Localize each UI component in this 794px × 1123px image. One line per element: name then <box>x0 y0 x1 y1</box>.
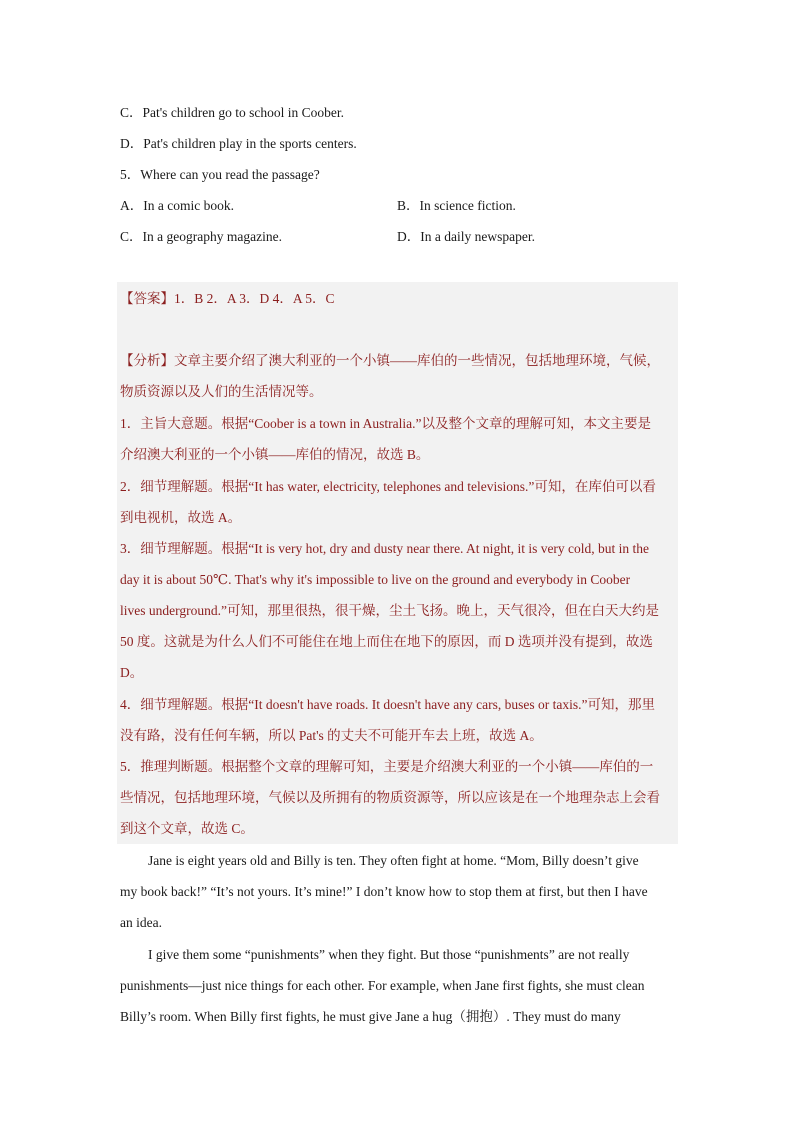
analysis-4b: 没有路，没有任何车辆，所以 Pat's 的丈夫不可能开车去上班，故选 A。 <box>120 728 543 743</box>
analysis-2a: 2．细节理解题。根据“It has water, electricity, telephones and televisions.”可知，在库伯可以看 <box>120 479 656 494</box>
answer-line <box>120 290 335 308</box>
analysis-4a: 4．细节理解题。根据“It doesn't have roads. It doesn't have any cars, buses or taxis.”可知，那里 <box>120 697 656 712</box>
analysis-1b: 介绍澳大利亚的一个小镇——库伯的情况，故选 B。 <box>120 447 430 462</box>
analysis-2b: 到电视机，故选 A。 <box>120 510 242 525</box>
option-q5-a: A．In a comic book. <box>120 198 234 213</box>
passage-p1-line3: an idea. <box>120 915 162 930</box>
analysis-3d: 50 度。这就是为什么人们不可能住在地上而住在地下的原因，而 D 选项并没有提到，故选 <box>120 634 653 649</box>
option-q5-d: D．In a daily newspaper. <box>397 229 535 244</box>
analysis-3e: D。 <box>120 665 144 680</box>
passage-p1-line1: Jane is eight years old and Billy is ten. They often fight at home. “Mom, Billy doesn’t give <box>148 853 639 868</box>
option-q4-c: C．Pat's children go to school in Coober. <box>120 105 345 120</box>
passage-p2-line3: Billy’s room. When Billy first fights, he must give Jane a hug（拥抱）. They must do many <box>120 1009 621 1024</box>
analysis-5a: 5．推理判断题。根据整个文章的理解可知，主要是介绍澳大利亚的一个小镇——库伯的一 <box>120 759 654 774</box>
analysis-intro-1 <box>120 352 660 370</box>
option-q4-d: D．Pat's children play in the sports centers. <box>120 136 357 151</box>
answer-label: 【答案】 <box>120 291 174 306</box>
passage-p2-line1: I give them some “punishments” when they fight. But those “punishments” are not really <box>148 947 630 962</box>
passage-p1-line2: my book back!” “It’s not yours. It’s mine!” I don’t know how to stop them at first, but then I have <box>120 884 648 899</box>
analysis-3a: 3．细节理解题。根据“It is very hot, dry and dusty near there. At night, it is very cold, but in the <box>120 541 650 556</box>
answer-text: 1．B 2．A 3．D 4．A 5．C <box>174 291 335 306</box>
analysis-3b: day it is about 50℃. That's why it's impossible to live on the ground and everybody in Coober <box>120 572 631 587</box>
analysis-5b: 些情况，包括地理环境，气候以及所拥有的物质资源等，所以应该是在一个地理杂志上会看 <box>120 790 660 805</box>
analysis-5c: 到这个文章，故选 C。 <box>120 821 254 836</box>
analysis-1a: 1．主旨大意题。根据“Coober is a town in Australia.”以及整个文章的理解可知，本文主要是 <box>120 416 651 431</box>
question-5-stem: 5．Where can you read the passage? <box>120 167 320 182</box>
analysis-intro-2: 物质资源以及人们的生活情况等。 <box>120 384 323 399</box>
analysis-label: 【分析】 <box>120 353 174 368</box>
option-q5-c: C．In a geography magazine. <box>120 229 282 244</box>
analysis-intro-text: 文章主要介绍了澳大利亚的一个小镇——库伯的一些情况，包括地理环境，气候， <box>174 353 660 368</box>
passage-p2-line2: punishments—just nice things for each other. For example, when Jane first fights, she must clean <box>120 978 645 993</box>
option-q5-b: B．In science fiction. <box>397 198 516 213</box>
analysis-3c: lives underground.”可知，那里很热，很干燥，尘土飞扬。晚上，天气很冷，但在白天大约是 <box>120 603 659 618</box>
